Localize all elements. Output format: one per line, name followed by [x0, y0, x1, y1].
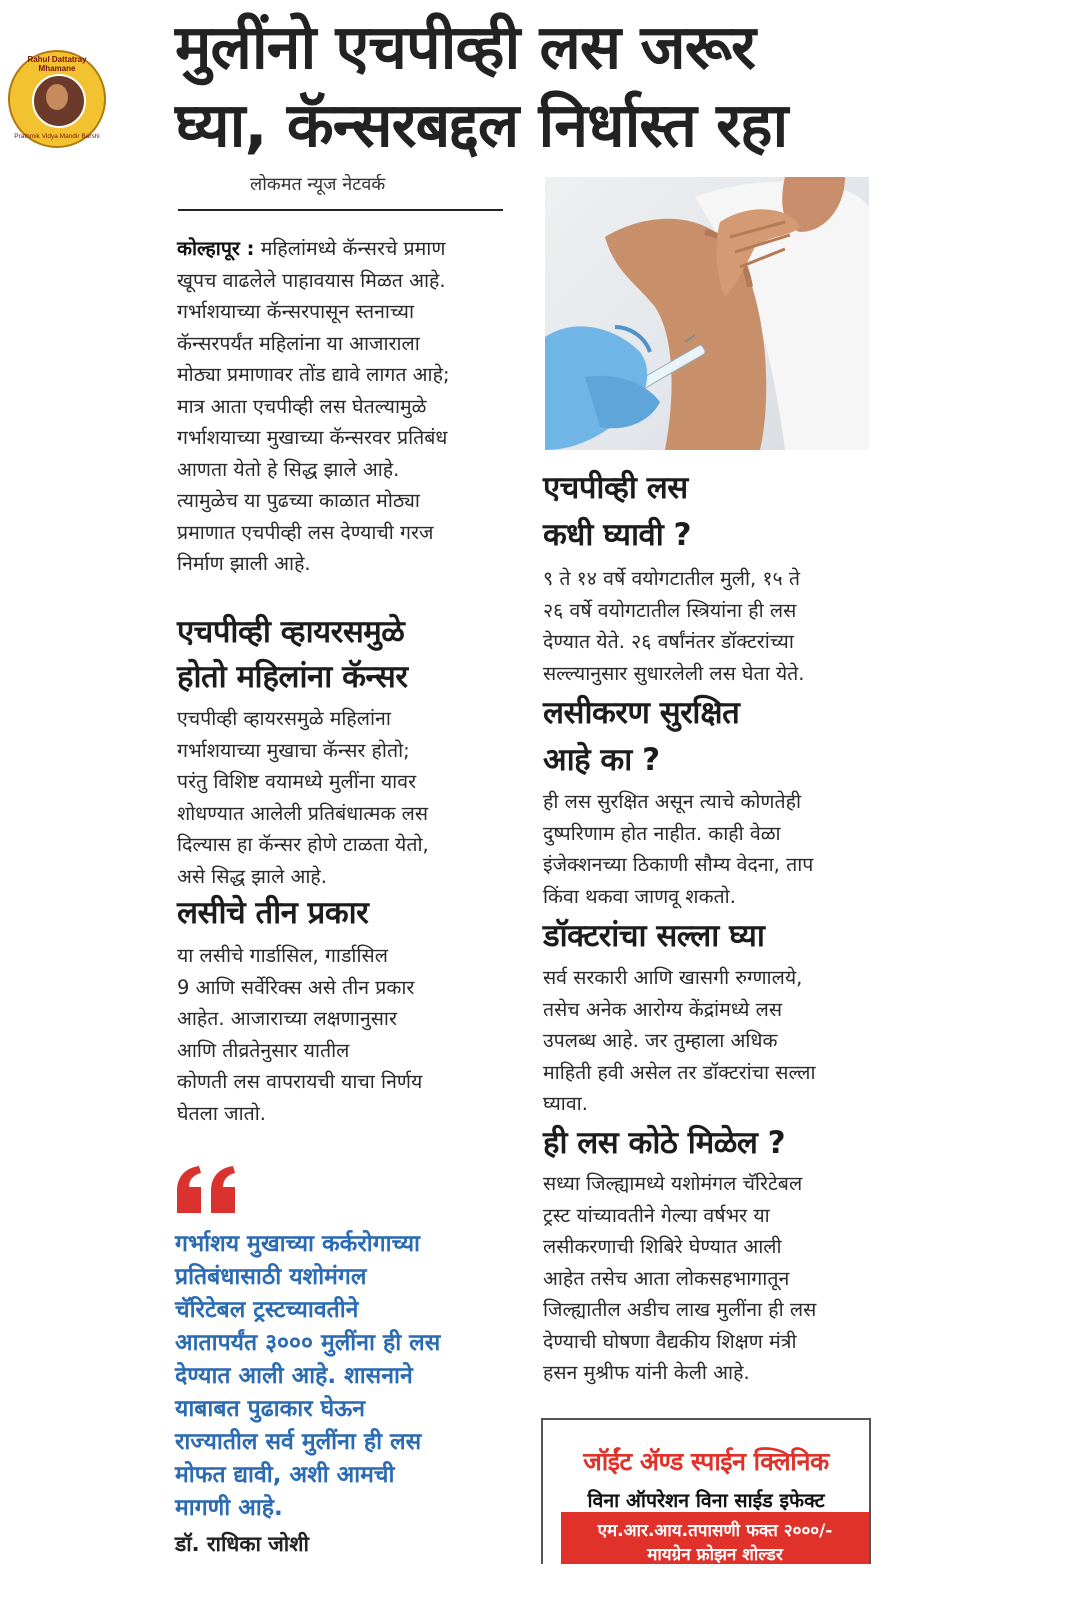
vaccination-photo [545, 177, 869, 450]
quote-author: डॉ. राधिका जोशी [175, 1532, 309, 1556]
dateline: कोल्हापूर : [177, 237, 255, 260]
when-paragraph: ९ ते १४ वर्षे वयोगटातील मुली, १५ ते २६ वर्षे वयोगटातील स्त्रियांना ही लस देण्यात येते. २६ वर्षांनंतर डॉक्टरांच्या सल्ल्यानुसार सुधारलेली लस घेता येते. [543, 567, 805, 685]
intro-line: कॅन्सरपर्यंत महिलांना या आजाराला [177, 331, 420, 355]
author-badge-logo [8, 50, 106, 148]
headline-line-2: घ्या, कॅन्सरबद्दल निर्धास्त रहा [175, 90, 788, 161]
byline: लोकमत न्यूज नेटवर्क [250, 174, 386, 195]
headline-line-1: मुलींनो एचपीव्ही लस जरूर [175, 12, 755, 83]
intro-line: त्यामुळेच या पुढच्या काळात मोठ्या [177, 489, 420, 512]
pull-quote: गर्भाशय मुखाच्या कर्करोगाच्या प्रतिबंधासाठी यशोमंगल चॅरिटेबल ट्रस्टच्यावतीने आतापर्यंत ३००० मुलींना ही लस देण्यात आली आहे. शासनाने याबाबत पुढाकार घेऊन राज्यातील सर्व मुलींना ही लस मोफत द्यावी, अशी आमची मागणी आहे. [175, 1231, 441, 1521]
ad-title: जॉईंट ॲण्ड स्पाईन क्लिनिक [583, 1447, 829, 1476]
types-heading: लसीचे तीन प्रकार [177, 895, 369, 931]
doctor-heading: डॉक्टरांचा सल्ला घ्या [543, 918, 765, 954]
ad-offer-line-1: एम.आर.आय.तपासणी फक्त २०००/- [597, 1521, 833, 1541]
ad-offer-line-2: मायग्रेन फ्रोझन शोल्डर [647, 1545, 783, 1565]
badge-school: Prathmik Vidya Mandir Barshi [14, 133, 100, 140]
safe-heading-line-2: आहे का ? [543, 742, 660, 778]
virus-paragraph: एचपीव्ही व्हायरसमुळे महिलांना गर्भाशयाच्या मुखाचा कॅन्सर होतो; परंतु विशिष्ट वयामध्ये मुलींना यावर शोधण्यात आलेली प्रतिबंधात्मक लस दिल्यास हा कॅन्सर होणे टाळता येतो, असे सिद्ध झाले आहे. [177, 707, 429, 888]
virus-heading-line-1: एचपीव्ही व्हायरसमुळे [177, 614, 405, 650]
byline-divider [178, 209, 503, 211]
where-paragraph: सध्या जिल्ह्यामध्ये यशोमंगल चॅरिटेबल ट्रस्ट यांच्यावतीने गेल्या वर्षभर या लसीकरणाची शिबिरे घेण्यात आली आहेत तसेच आता लोकसहभागातून जिल्ह्यातील अडीच लाख मुलींना ही लस देण्याची घोषणा वैद्यकीय शिक्षण मंत्री हसन मुश्रीफ यांनी केली आहे. [543, 1172, 817, 1384]
when-heading-line-2: कधी घ्यावी ? [543, 517, 692, 553]
intro-line: आणता येतो हे सिद्ध झाले आहे. [177, 457, 400, 481]
types-paragraph: या लसीचे गार्डासिल, गार्डासिल 9 आणि सर्वेरिक्स असे तीन प्रकार आहेत. आजाराच्या लक्षणानुसार आणि तीव्रतेनुसार यातील कोणती लस वापरायची याचा निर्णय घेतला जातो. [177, 944, 423, 1125]
safe-heading-line-1: लसीकरण सुरक्षित [543, 695, 740, 731]
intro-line: गर्भाशयाच्या मुखाच्या कॅन्सरवर प्रतिबंध [177, 426, 448, 449]
portrait-face [46, 84, 68, 110]
intro-line: मोठ्या प्रमाणावर तोंड द्यावे लागत आहे; [177, 363, 450, 386]
badge-name: Rahul Dattatray Mhamane [27, 55, 87, 73]
ad-tagline: विना ऑपरेशन विना साईड इफेक्ट [587, 1489, 825, 1512]
virus-heading-line-2: होतो महिलांना कॅन्सर [177, 659, 408, 695]
where-heading: ही लस कोठे मिळेल ? [543, 1125, 786, 1161]
ad-red-band [561, 1512, 869, 1564]
doctor-paragraph: सर्व सरकारी आणि खासगी रुग्णालये, तसेच अनेक आरोग्य केंद्रांमध्ये लस उपलब्ध आहे. जर तुम्हाला अधिक माहिती हवी असेल तर डॉक्टरांचा सल्ला घ्यावा. [543, 966, 816, 1115]
quote-mark-icon [175, 1165, 239, 1219]
intro-line: निर्माण झाली आहे. [177, 552, 311, 575]
intro-line: गर्भाशयाच्या कॅन्सरपासून स्तनाच्या [177, 300, 415, 323]
when-heading-line-1: एचपीव्ही लस [543, 470, 688, 506]
safe-paragraph: ही लस सुरक्षित असून त्याचे कोणतेही दुष्परिणाम होत नाहीत. काही वेळा इंजेक्शनच्या ठिकाणी सौम्य वेदना, ताप किंवा थकवा जाणवू शकतो. [543, 790, 814, 908]
intro-line: कोल्हापूर : महिलांमध्ये कॅन्सरचे प्रमाण [177, 237, 446, 260]
clinic-advertisement [541, 1418, 871, 1564]
intro-paragraph [177, 233, 504, 580]
intro-line: प्रमाणात एचपीव्ही लस देण्याची गरज [177, 520, 434, 544]
intro-line: मात्र आता एचपीव्ही लस घेतल्यामुळे [177, 394, 427, 418]
intro-line: खूपच वाढलेले पाहावयास मिळत आहे. [177, 268, 446, 292]
badge-portrait [32, 74, 86, 128]
